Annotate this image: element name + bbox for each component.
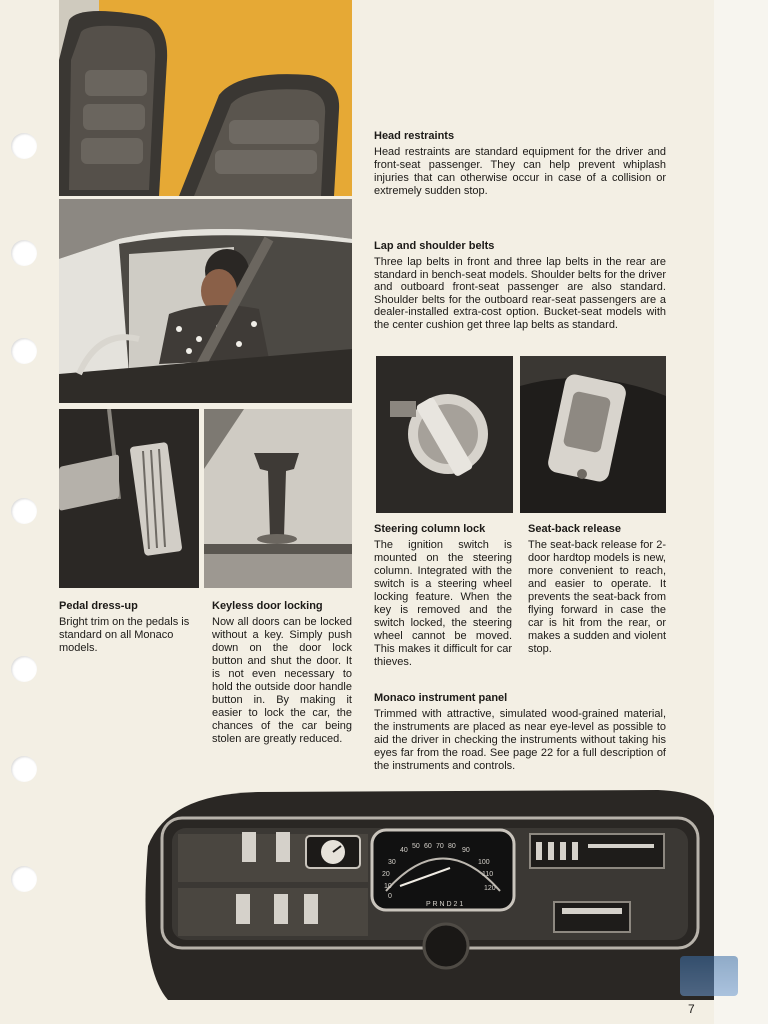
seatback-section: [528, 523, 666, 656]
section-heading: Seat-back release: [528, 523, 621, 535]
speedo-number: 120: [484, 885, 496, 892]
binder-hole: [11, 498, 37, 524]
seatback-release-photo: [520, 356, 666, 513]
speedo-number: 60: [424, 843, 432, 850]
section-heading: Steering column lock: [374, 523, 486, 535]
driver-belt-photo: [59, 199, 352, 403]
speedo-number: 100: [478, 859, 490, 866]
speedo-number: 90: [462, 847, 470, 854]
section-body: Three lap belts in front and three lap belts in the rear are standard in bench-seat models. Shoulder belts for the driver and outboard front-seat passenger are also standard. Shoulder belts for the outboard rear-seat passengers are a dealer-installed extra-cost option. Bucket-seat models with the center cushion get three lap belts as standard.: [374, 256, 666, 331]
speedo-number: 10: [384, 883, 392, 890]
section-body: Bright trim on the pedals is standard on all Monaco models.: [59, 616, 190, 654]
binder-hole: [11, 756, 37, 782]
section-heading: Lap and shoulder belts: [374, 240, 495, 252]
page-number: 7: [688, 1002, 695, 1016]
section-body: Head restraints are standard equipment for the driver and front-seat passenger. They can help prevent whiplash injuries that can otherwise occur in case of a collision or extremely sudden stop.: [374, 146, 666, 197]
head-restraints-section: [374, 130, 666, 198]
binder-hole: [11, 133, 37, 159]
speedo-number: 70: [436, 843, 444, 850]
instrument-section: [374, 692, 666, 773]
speedo-number: 40: [400, 847, 408, 854]
gear-indicator: P R N D 2 1: [426, 901, 464, 908]
section-body: The seat-back release for 2-door hardtop models is new, more convenient to reach, and easier to operate. It prevents the seat-back from flying forward in case the car is hit from the rear, or makes a sudden and violent stop.: [528, 539, 666, 655]
speedo-number: 0: [388, 893, 392, 900]
page-edge: [714, 0, 768, 1024]
binder-hole: [11, 866, 37, 892]
keyless-section: [212, 600, 352, 746]
section-body: Trimmed with attractive, simulated wood-grained material, the instruments are placed as near eye-level as possible to aid the driver in checking the instruments without taking his eyes far from the road. See page 22 for a full description of the instruments and controls.: [374, 708, 666, 772]
pedal-photo: [59, 409, 199, 588]
speedo-number: 30: [388, 859, 396, 866]
ignition-photo: [376, 356, 513, 513]
head-restraints-photo: [59, 0, 352, 196]
section-heading: Pedal dress-up: [59, 600, 138, 612]
section-heading: Head restraints: [374, 130, 455, 142]
section-body: The ignition switch is mounted on the steering column. Integrated with the switch is a steering wheel locking feature. When the key is removed and the switch locked, the steering wheel cannot be moved. This makes it difficult for car thieves.: [374, 539, 512, 668]
instrument-panel-photo: [138, 786, 714, 1000]
binder-hole: [11, 338, 37, 364]
door-lock-photo: [204, 409, 352, 588]
speedo-number: 80: [448, 843, 456, 850]
binder-hole: [11, 656, 37, 682]
steering-section: [374, 523, 512, 669]
speedo-number: 20: [382, 871, 390, 878]
section-heading: Keyless door locking: [212, 600, 323, 612]
section-heading: Monaco instrument panel: [374, 692, 508, 704]
speedo-number: 110: [482, 871, 494, 878]
lap-belts-section: [374, 240, 666, 331]
watermark-logo: [680, 956, 738, 996]
pedal-section: [59, 600, 197, 655]
section-body: Now all doors can be locked without a key. Simply push down on the door lock button and shut the door. It is not even necessary to hold the outside door handle button in. By making it easier to lock the car, the chances of the car being stolen are greatly reduced.: [212, 616, 352, 745]
binder-hole: [11, 240, 37, 266]
speedo-number: 50: [412, 843, 420, 850]
